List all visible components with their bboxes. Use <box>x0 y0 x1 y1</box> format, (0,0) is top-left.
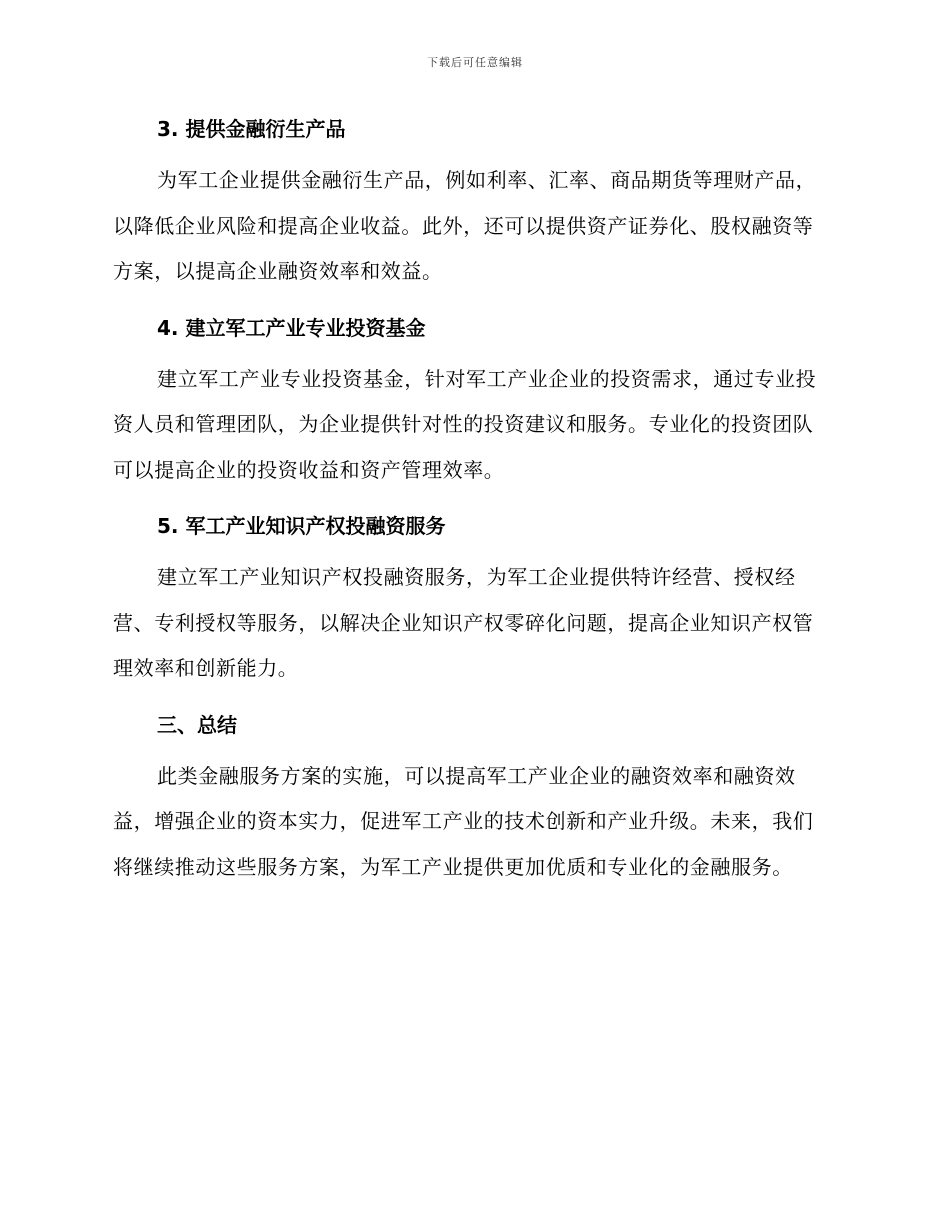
section-heading: 5. 军工产业知识产权投融资服务 <box>157 514 446 538</box>
summary-paragraph: 此类金融服务方案的实施，可以提高军工产业企业的融资效率和融资效益，增强企业的资本实力，促进军工产业的技术创新和产业升级。未来，我们将继续推动这些服务方案，为军工产业提供更加优质和专业化的金融服务。 <box>113 763 814 879</box>
document-body <box>113 114 831 890</box>
section-paragraph: 建立军工产业知识产权投融资服务，为军工企业提供特许经营、授权经营、专利授权等服务，以解决企业知识产权零碎化问题，提高企业知识产权管理效率和创新能力。 <box>113 565 814 680</box>
section-paragraph: 为军工企业提供金融衍生产品，例如利率、汇率、商品期货等理财产品，以降低企业风险和提高企业收益。此外，还可以提供资产证券化、股权融资等方案，以提高企业融资效率和效益。 <box>113 168 817 283</box>
section-heading: 3. 提供金融衍生产品 <box>157 117 346 141</box>
section-paragraph: 建立军工产业专业投资基金，针对军工产业企业的投资需求，通过专业投资人员和管理团队，为企业提供针对性的投资建议和服务。专业化的投资团队可以提高企业的投资收益和资产管理效率。 <box>113 366 817 482</box>
section-heading: 4. 建立军工产业专业投资基金 <box>157 315 426 340</box>
summary-heading: 三、总结 <box>157 712 237 737</box>
header-note: 下载后可任意编辑 <box>427 56 523 69</box>
